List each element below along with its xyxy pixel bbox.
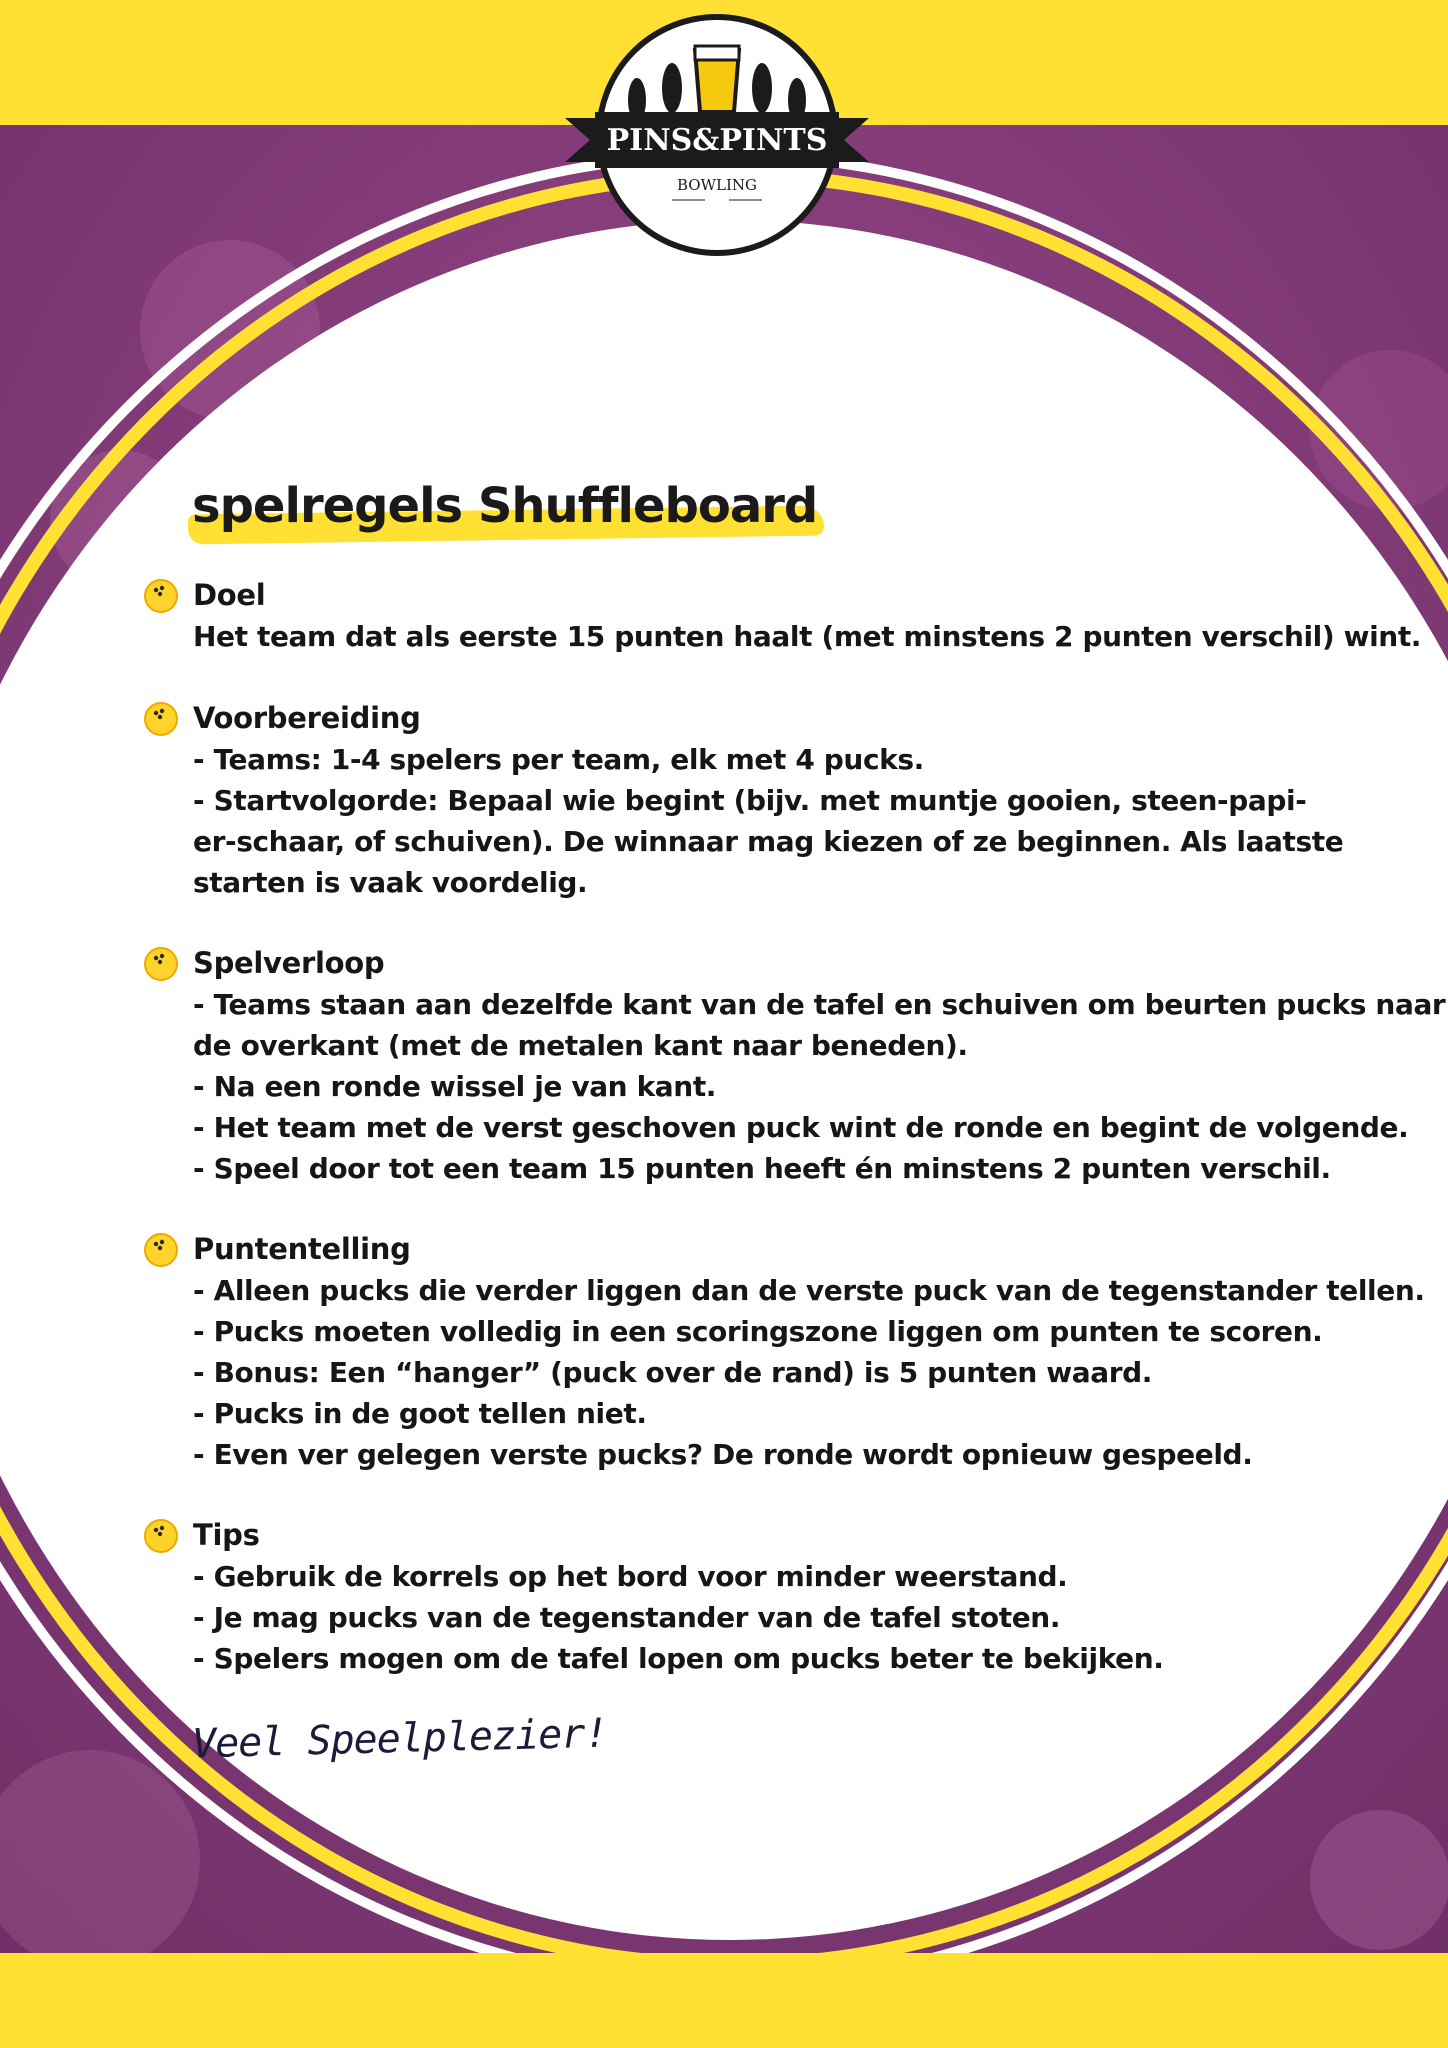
rule-line: - Gebruik de korrels op het bord voor minder weerstand.: [193, 1560, 1068, 1593]
closing-message: Veel Speelplezier!: [191, 1710, 609, 1768]
section-heading: Puntentelling: [193, 1232, 411, 1266]
rule-line: - Startvolgorde: Bepaal wie begint (bijv. met muntje gooien, steen-papi-: [193, 784, 1307, 817]
section-heading: Tips: [193, 1518, 260, 1552]
logo-tagline: BOWLING: [676, 176, 758, 194]
rule-line: - Het team met de verst geschoven puck wint de ronde en begint de volgende.: [193, 1111, 1409, 1144]
rule-line: - Alleen pucks die verder liggen dan de verste puck van de tegenstander tellen.: [193, 1274, 1425, 1307]
section-heading: Voorbereiding: [193, 701, 421, 735]
title-block: [192, 478, 832, 548]
bowling-ball-icon: [143, 1518, 179, 1554]
rule-line: - Na een ronde wissel je van kant.: [193, 1070, 717, 1103]
rule-line: er-schaar, of schuiven). De winnaar mag kiezen of ze beginnen. Als laatste: [193, 825, 1344, 858]
rule-line: Het team dat als eerste 15 punten haalt (met minstens 2 punten verschil) wint.: [193, 620, 1422, 653]
rule-line: - Even ver gelegen verste pucks? De ronde wordt opnieuw gespeeld.: [193, 1438, 1253, 1471]
rule-line: - Pucks in de goot tellen niet.: [193, 1397, 647, 1430]
rule-line: de overkant (met de metalen kant naar beneden).: [193, 1029, 968, 1062]
bowling-ball-icon: [143, 701, 179, 737]
rule-line: - Je mag pucks van de tegenstander van de tafel stoten.: [193, 1601, 1061, 1634]
bowling-ball-icon: [143, 578, 179, 614]
rule-line: - Bonus: Een “hanger” (puck over de rand) is 5 punten waard.: [193, 1356, 1153, 1389]
rule-line: - Teams: 1-4 spelers per team, elk met 4 pucks.: [193, 743, 924, 776]
rule-line: - Speel door tot een team 15 punten heeft én minstens 2 punten verschil.: [193, 1152, 1331, 1185]
page-title: spelregels Shuffleboard: [192, 478, 818, 534]
section-heading: Spelverloop: [193, 946, 385, 980]
bowling-ball-icon: [143, 1232, 179, 1268]
rule-line: - Spelers mogen om de tafel lopen om pucks beter te bekijken.: [193, 1642, 1164, 1675]
rule-line: starten is vaak voordelig.: [193, 866, 588, 899]
rule-line: - Teams staan aan dezelfde kant van de tafel en schuiven om beurten pucks naar: [193, 988, 1446, 1021]
section-heading: Doel: [193, 578, 266, 612]
logo-brand-name: PINS&PINTS: [606, 123, 828, 158]
bowling-ball-icon: [143, 946, 179, 982]
rule-line: - Pucks moeten volledig in een scoringszone liggen om punten te scoren.: [193, 1315, 1323, 1348]
